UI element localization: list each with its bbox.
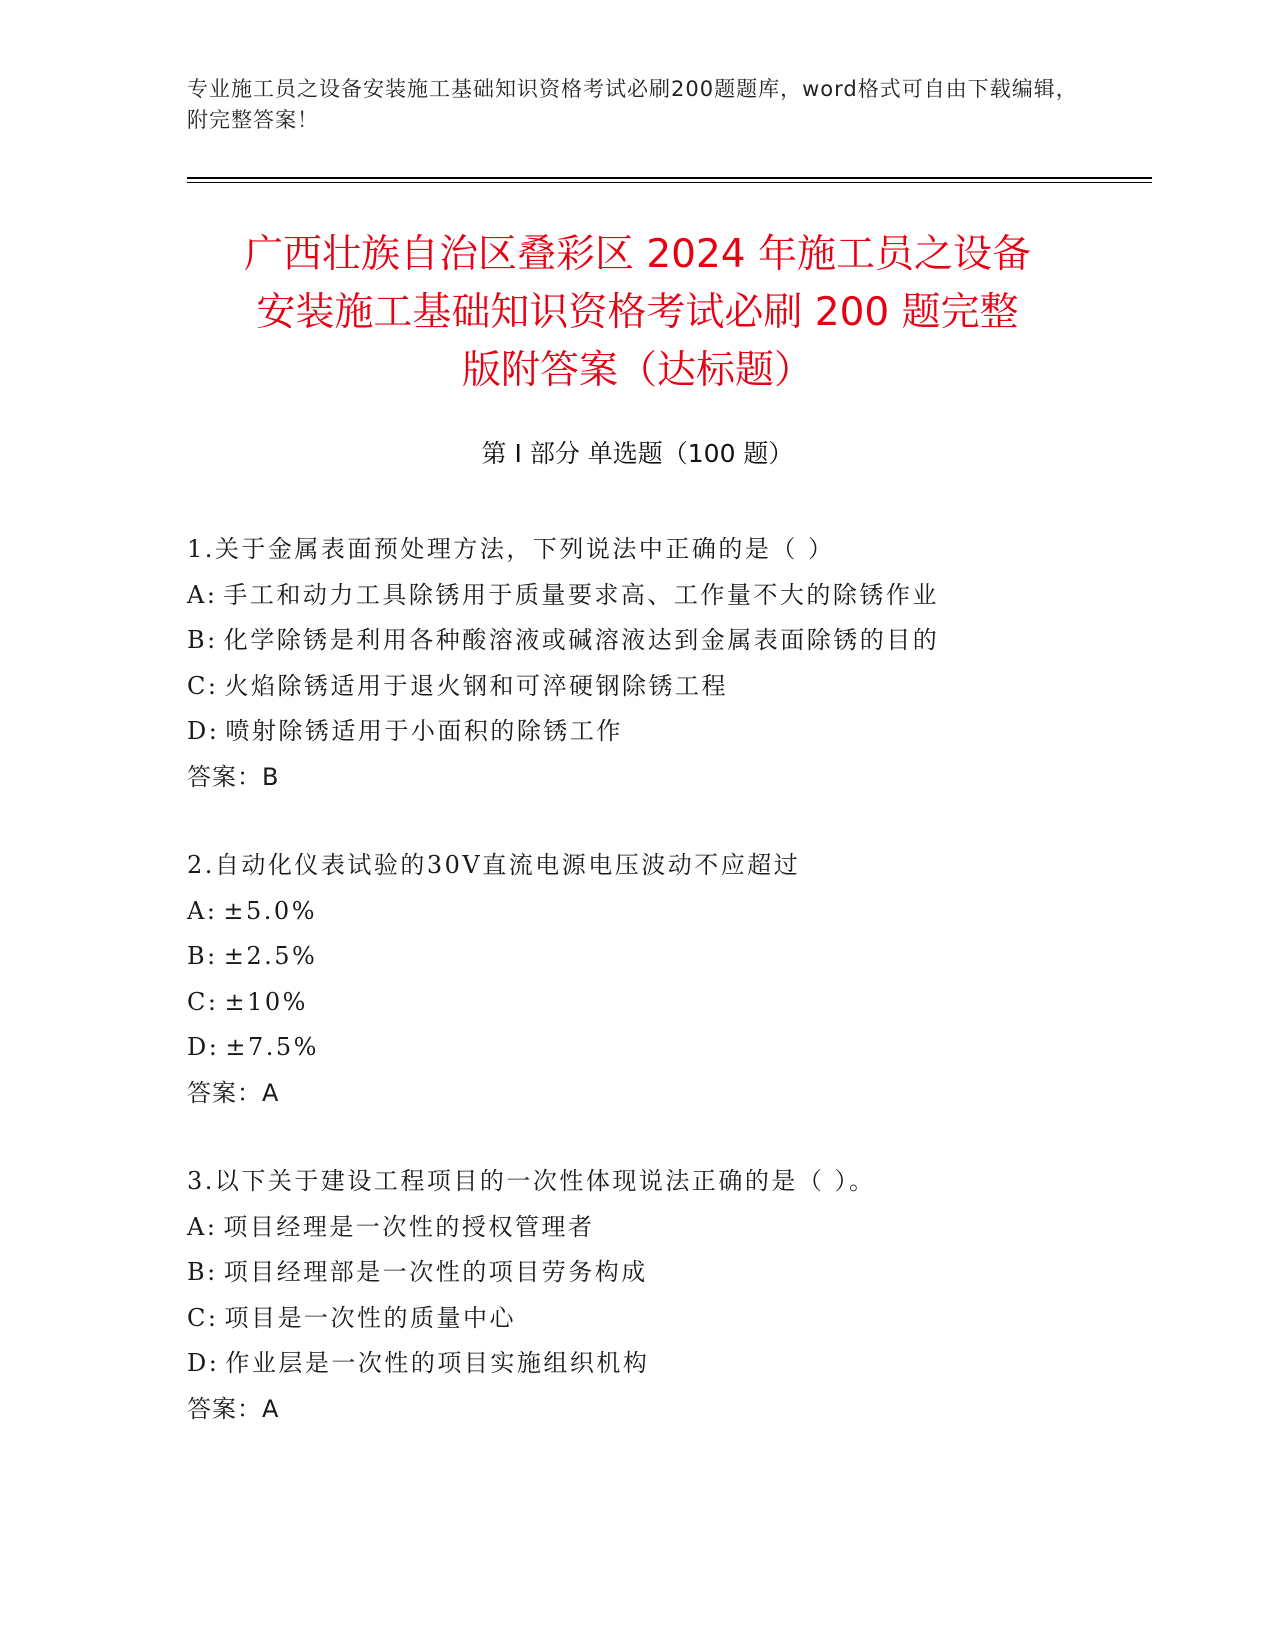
header-divider-thick bbox=[187, 177, 1152, 179]
option-d bbox=[187, 1025, 1147, 1071]
option-letter: A: bbox=[187, 1212, 218, 1241]
header-divider-thin bbox=[187, 182, 1152, 183]
document-title bbox=[150, 226, 1125, 400]
answer-line: 答案：A bbox=[187, 1394, 280, 1423]
option-b bbox=[187, 618, 1147, 664]
option-text: ±7.5% bbox=[225, 1033, 319, 1061]
option-text: 化学除锈是利用各种酸溶液或碱溶液达到金属表面除锈的目的 bbox=[223, 626, 940, 654]
option-letter: B: bbox=[187, 1258, 218, 1286]
option-d bbox=[187, 1341, 1147, 1387]
option-text: 项目是一次性的质量中心 bbox=[224, 1303, 516, 1332]
option-c bbox=[187, 1296, 1147, 1342]
question-item bbox=[187, 527, 1147, 800]
title-line-2: 安装施工基础知识资格考试必刷 200 题完整 bbox=[256, 290, 1019, 335]
option-b bbox=[187, 1250, 1147, 1296]
option-text: 作业层是一次性的项目实施组织机构 bbox=[225, 1349, 650, 1377]
option-letter: A: bbox=[187, 580, 218, 609]
question-stem: 3.以下关于建设工程项目的一次性体现说法正确的是（ ）。 bbox=[187, 1167, 876, 1195]
question-item bbox=[187, 843, 1147, 1116]
option-letter: A: bbox=[187, 896, 218, 925]
option-a bbox=[187, 889, 1147, 935]
option-letter: D: bbox=[187, 1033, 220, 1061]
title-line-3: 版附答案（达标题） bbox=[461, 348, 813, 393]
header-note: 专业施工员之设备安装施工基础知识资格考试必刷200题题库，word格式可自由下载编辑，附完整答案！ bbox=[187, 77, 1078, 132]
option-d bbox=[187, 709, 1147, 755]
question-stem: 2.自动化仪表试验的30V直流电源电压波动不应超过 bbox=[187, 851, 801, 879]
question-list bbox=[187, 527, 1147, 1475]
option-letter: B: bbox=[187, 942, 218, 970]
option-letter: C: bbox=[187, 1303, 219, 1332]
option-text: 项目经理部是一次性的项目劳务构成 bbox=[223, 1258, 648, 1286]
question-item bbox=[187, 1159, 1147, 1432]
option-letter: D: bbox=[187, 1349, 220, 1377]
option-b bbox=[187, 934, 1147, 980]
option-text: 火焰除锈适用于退火钢和可淬硬钢除锈工程 bbox=[224, 671, 728, 700]
option-a bbox=[187, 573, 1147, 619]
option-text: ±2.5% bbox=[223, 942, 318, 970]
option-c bbox=[187, 980, 1147, 1026]
option-text: 手工和动力工具除锈用于质量要求高、工作量不大的除锈作业 bbox=[223, 580, 939, 609]
title-line-1: 广西壮族自治区叠彩区 2024 年施工员之设备 bbox=[243, 232, 1032, 277]
answer-line: 答案：A bbox=[187, 1078, 280, 1107]
option-text: 项目经理是一次性的授权管理者 bbox=[223, 1212, 595, 1241]
question-stem: 1.关于金属表面预处理方法，下列说法中正确的是（ ） bbox=[187, 535, 835, 563]
answer-line: 答案：B bbox=[187, 762, 280, 791]
option-letter: C: bbox=[187, 671, 219, 700]
section-heading: 第 I 部分 单选题（100 题） bbox=[481, 439, 794, 468]
option-text: ±10% bbox=[224, 987, 308, 1016]
option-letter: B: bbox=[187, 626, 218, 654]
option-letter: C: bbox=[187, 987, 219, 1016]
option-letter: D: bbox=[187, 717, 220, 745]
option-a bbox=[187, 1205, 1147, 1251]
option-text: 喷射除锈适用于小面积的除锈工作 bbox=[225, 717, 623, 745]
option-text: ±5.0% bbox=[223, 896, 318, 925]
option-c bbox=[187, 664, 1147, 710]
